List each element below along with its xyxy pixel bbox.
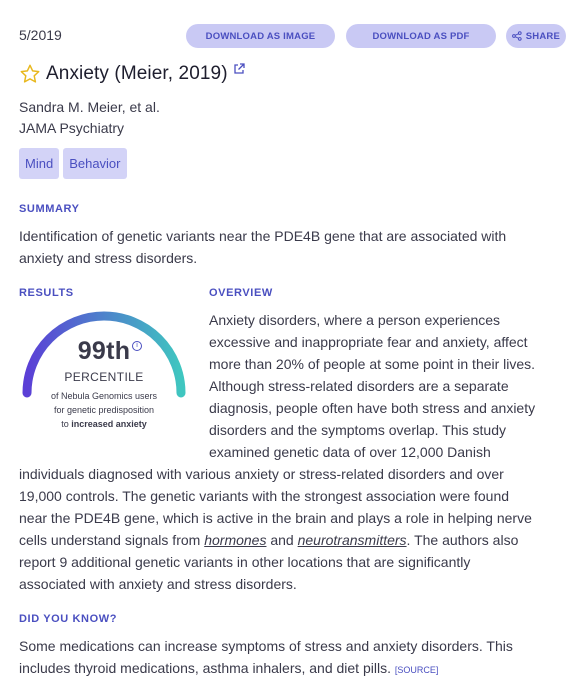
percentile-label: PERCENTILE	[64, 370, 144, 384]
title-row	[19, 60, 245, 88]
tag-behavior[interactable]: Behavior	[63, 148, 126, 179]
download-pdf-button[interactable]: DOWNLOAD AS PDF	[346, 24, 496, 48]
result-trait: increased anxiety	[71, 419, 147, 429]
overview-line-11-and: and	[266, 532, 298, 548]
journal: JAMA Psychiatry	[19, 120, 125, 136]
overview-heading: OVERVIEW	[209, 287, 273, 299]
result-caption-line-1: of Nebula Genomics users	[50, 391, 158, 401]
overview-line-8: individuals diagnosed with various anxiety or stress-related disorders and over	[19, 466, 504, 482]
overview-line-11-prefix: cells understand signals from	[19, 532, 205, 548]
share-icon	[512, 31, 522, 41]
article-title: Anxiety (Meier, 2019)	[46, 63, 228, 84]
hormones-link[interactable]: hormones	[204, 532, 267, 548]
did-you-know-heading: DID YOU KNOW?	[19, 613, 118, 625]
authors: Sandra M. Meier, et al.	[19, 99, 160, 115]
overview-line-10: near the PDE4B gene, which is active in the brain and plays a role in helping nerve	[19, 510, 532, 526]
percentile-value: 99th	[77, 337, 131, 365]
tag-mind[interactable]: Mind	[19, 148, 59, 179]
share-label: SHARE	[525, 30, 560, 42]
summary-text-line-1: Identification of genetic variants near the PDE4B gene that are associated with	[19, 228, 507, 244]
overview-line-9: 19,000 controls. The genetic variants with the strongest association were found	[19, 488, 510, 504]
publication-date: 5/2019	[19, 27, 62, 43]
info-icon[interactable]: i	[132, 341, 142, 351]
overview-line-13: associated with anxiety and stress disorders.	[19, 576, 297, 592]
star-outline-icon[interactable]	[19, 63, 41, 85]
summary-heading: SUMMARY	[19, 203, 80, 215]
result-caption-prefix: to	[61, 419, 72, 429]
download-image-button[interactable]: DOWNLOAD AS IMAGE	[186, 24, 335, 48]
did-you-know-line-2-text: includes thyroid medications, asthma inhalers, and diet pills.	[19, 660, 395, 676]
neurotransmitters-link[interactable]: neurotransmitters	[297, 532, 407, 548]
overview-line-4: Although stress-related disorders are a separate	[209, 378, 509, 394]
overview-line-1: Anxiety disorders, where a person experiences	[209, 312, 501, 328]
header-bar	[0, 0, 577, 60]
external-link-icon[interactable]	[233, 63, 245, 75]
share-button[interactable]	[506, 24, 566, 48]
results-heading: RESULTS	[19, 287, 74, 299]
result-caption-line-3	[19, 419, 189, 429]
did-you-know-line-2	[19, 657, 438, 681]
did-you-know-line-1: Some medications can increase symptoms of stress and anxiety disorders. This	[19, 638, 513, 654]
tag-list	[19, 148, 127, 179]
overview-line-11-suffix: . The authors also	[406, 532, 519, 548]
overview-line-11	[19, 529, 518, 551]
overview-line-3: more than 20% of people at some point in their lives.	[209, 356, 536, 372]
source-link[interactable]: [SOURCE]	[394, 665, 439, 675]
overview-line-5: diagnosis, people often have both stress and anxiety	[209, 400, 536, 416]
overview-line-2: excessive and inappropriate fear and anxiety, affect	[209, 334, 528, 350]
overview-line-6: disorders and the symptoms overlap. This study	[209, 422, 506, 438]
overview-line-7: examined genetic data of over 12,000 Danish	[209, 444, 491, 460]
result-caption-line-2: for genetic predisposition	[53, 405, 155, 415]
overview-line-12: report 9 additional genetic variants in other locations that are significantly	[19, 554, 471, 570]
summary-text-line-2: anxiety and stress disorders.	[19, 250, 198, 266]
